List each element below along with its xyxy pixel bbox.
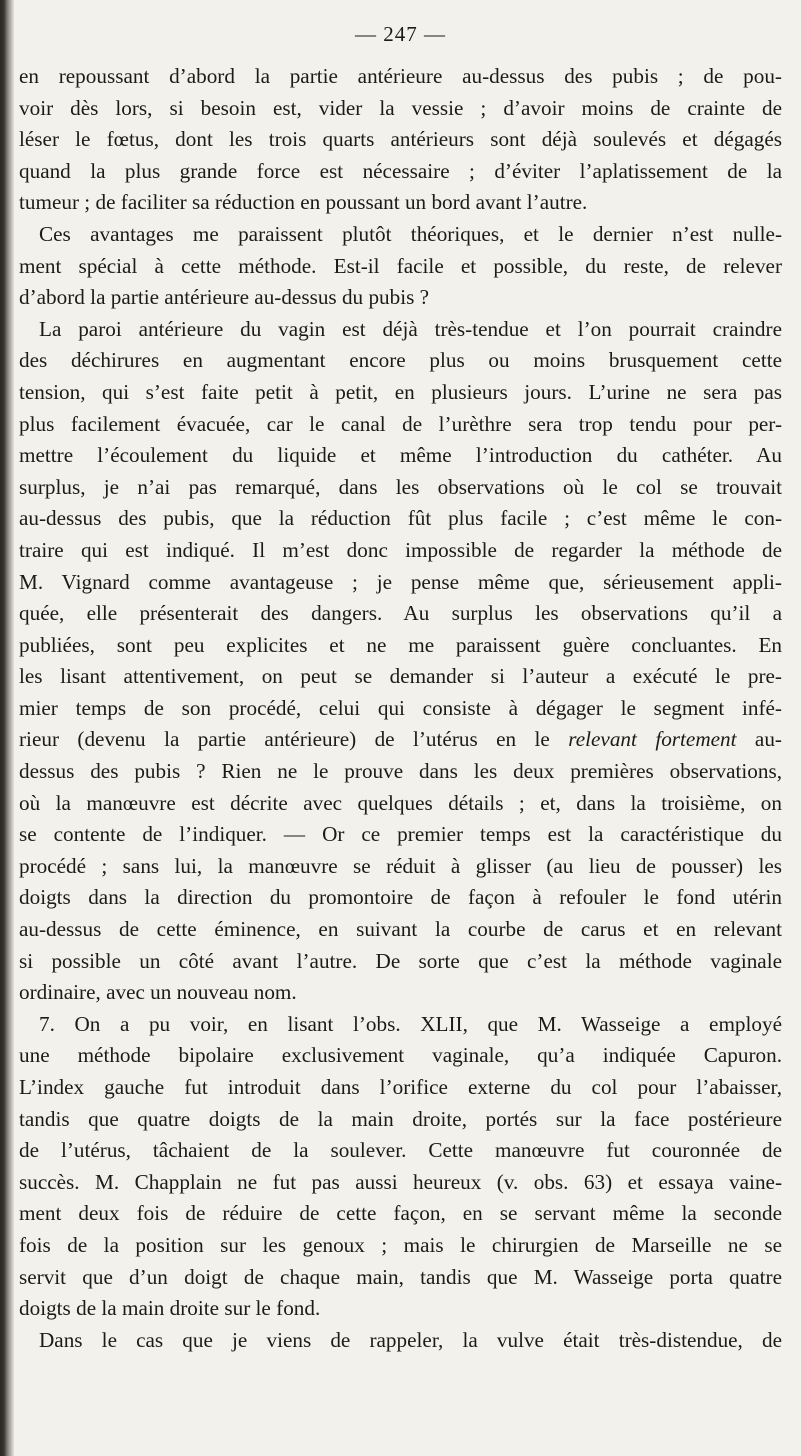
- text-line: [19, 314, 782, 346]
- text-line: [19, 567, 782, 599]
- line-text: Dans le cas que je viens de rappeler, la vulve était très-distendue, de: [39, 1327, 782, 1352]
- line-text: si possible un côté avant l’autre. De sorte que c’est la méthode vaginale: [19, 948, 782, 973]
- line-text: ment spécial à cette méthode. Est-il facile et possible, du reste, de relever: [19, 253, 782, 278]
- line-text: doigts de la main droite sur le fond.: [19, 1296, 321, 1321]
- line-text: au-dessus des pubis, que la réduction fût plus facile ; c’est même le con-: [19, 506, 782, 531]
- line-text: traire qui est indiqué. Il m’est donc impossible de regarder la méthode de: [19, 537, 782, 562]
- line-text: servit que d’un doigt de chaque main, tandis que M. Wasseige porta quatre: [19, 1264, 782, 1289]
- text-line: [19, 661, 782, 693]
- text-line: [19, 693, 782, 725]
- text-line: [19, 851, 782, 883]
- line-text: succès. M. Chapplain ne fut pas aussi heureux (v. obs. 63) et essaya vaine-: [19, 1169, 782, 1194]
- line-text: rieur (devenu la partie antérieure) de l’utérus en le: [19, 727, 569, 752]
- text-line: [19, 598, 782, 630]
- book-binding-edge: [0, 0, 14, 1456]
- line-text: publiées, sont peu explicites et ne me paraissent guère concluantes. En: [19, 632, 782, 657]
- text-line: [19, 1104, 782, 1136]
- page-number: — 247 —: [355, 22, 446, 46]
- text-line: [19, 914, 782, 946]
- line-text: d’abord la partie antérieure au-dessus du pubis ?: [19, 285, 430, 310]
- text-line: [19, 724, 782, 756]
- line-text: La paroi antérieure du vagin est déjà très-tendue et l’on pourrait craindre: [39, 316, 782, 341]
- text-line: [19, 377, 782, 409]
- line-text: 7. On a pu voir, en lisant l’obs. XLII, que M. Wasseige a employé: [39, 1011, 782, 1036]
- text-line: [19, 535, 782, 567]
- line-text: de l’utérus, tâchaient de la soulever. Cette manœuvre fut couronnée de: [19, 1138, 782, 1163]
- line-text: une méthode bipolaire exclusivement vaginale, qu’a indiquée Capuron.: [19, 1043, 782, 1068]
- line-text: se contente de l’indiquer. — Or ce premier temps est la caractéristique du: [19, 822, 782, 847]
- line-text: procédé ; sans lui, la manœuvre se réduit à glisser (au lieu de pousser) les: [19, 853, 782, 878]
- italic-text: relevant fortement: [568, 727, 737, 752]
- text-line: [19, 977, 782, 1009]
- text-line: [19, 819, 782, 851]
- line-text: au-: [736, 727, 782, 752]
- line-text: au-dessus de cette éminence, en suivant la courbe de carus et en relevant: [19, 917, 782, 942]
- line-text: les lisant attentivement, on peut se demander si l’auteur a exécuté le pre-: [19, 664, 782, 689]
- text-line: [19, 187, 782, 219]
- line-text: fois de la position sur les genoux ; mais le chirurgien de Marseille ne se: [19, 1232, 782, 1257]
- text-body: [19, 61, 782, 1356]
- text-line: [19, 503, 782, 535]
- line-text: M. Vignard comme avantageuse ; je pense même que, sérieusement appli-: [19, 569, 782, 594]
- line-text: tumeur ; de faciliter sa réduction en poussant un bord avant l’autre.: [19, 190, 588, 215]
- line-text: plus facilement évacuée, car le canal de l’urèthre sera trop tendu pour per-: [19, 411, 782, 436]
- line-text: surplus, je n’ai pas remarqué, dans les observations où le col se trouvait: [19, 474, 782, 499]
- text-line: [19, 93, 782, 125]
- text-line: [19, 440, 782, 472]
- text-line: [19, 1325, 782, 1357]
- text-line: [19, 1009, 782, 1041]
- line-text: ordinaire, avec un nouveau nom.: [19, 980, 297, 1005]
- text-line: [19, 1135, 782, 1167]
- line-text: léser le fœtus, dont les trois quarts antérieurs sont déjà soulevés et dégagés: [19, 127, 782, 152]
- line-text: L’index gauche fut introduit dans l’orifice externe du col pour l’abaisser,: [19, 1075, 782, 1099]
- line-text: où la manœuvre est décrite avec quelques détails ; et, dans la troisième, on: [19, 790, 782, 815]
- line-text: Ces avantages me paraissent plutôt théoriques, et le dernier n’est nulle-: [39, 221, 782, 246]
- text-line: [19, 1040, 782, 1072]
- line-text: quand la plus grande force est nécessaire ; d’éviter l’aplatissement de la: [19, 158, 782, 183]
- text-line: [19, 882, 782, 914]
- line-text: ment deux fois de réduire de cette façon, en se servant même la seconde: [19, 1201, 782, 1226]
- text-line: [19, 630, 782, 662]
- text-line: [19, 1198, 782, 1230]
- line-text: mier temps de son procédé, celui qui consiste à dégager le segment infé-: [19, 695, 782, 720]
- text-line: [19, 409, 782, 441]
- line-text: dessus des pubis ? Rien ne le prouve dans les deux premières observations,: [19, 759, 782, 784]
- text-line: [19, 1262, 782, 1294]
- text-line: [19, 282, 782, 314]
- text-line: [19, 756, 782, 788]
- line-text: tandis que quatre doigts de la main droite, portés sur la face postérieure: [19, 1106, 782, 1131]
- line-text: tension, qui s’est faite petit à petit, en plusieurs jours. L’urine ne sera pas: [19, 379, 782, 404]
- line-text: des déchirures en augmentant encore plus ou moins brusquement cette: [19, 348, 782, 373]
- text-line: [19, 1167, 782, 1199]
- line-text: mettre l’écoulement du liquide et même l’introduction du cathéter. Au: [19, 443, 782, 468]
- line-text: en repoussant d’abord la partie antérieure au-dessus des pubis ; de pou-: [19, 64, 782, 88]
- text-line: [19, 1293, 782, 1325]
- line-text: voir dès lors, si besoin est, vider la vessie ; d’avoir moins de crainte de: [19, 95, 782, 120]
- text-line: [19, 124, 782, 156]
- line-text: doigts dans la direction du promontoire de façon à refouler le fond utérin: [19, 885, 782, 910]
- text-line: [19, 219, 782, 251]
- text-line: [19, 946, 782, 978]
- text-line: [19, 251, 782, 283]
- text-line: [19, 1230, 782, 1262]
- text-line: [19, 61, 782, 93]
- text-line: [19, 788, 782, 820]
- line-text: quée, elle présenterait des dangers. Au surplus les observations qu’il a: [19, 601, 782, 626]
- text-line: [19, 472, 782, 504]
- text-line: [19, 345, 782, 377]
- text-line: [19, 1072, 782, 1104]
- text-line: [19, 156, 782, 188]
